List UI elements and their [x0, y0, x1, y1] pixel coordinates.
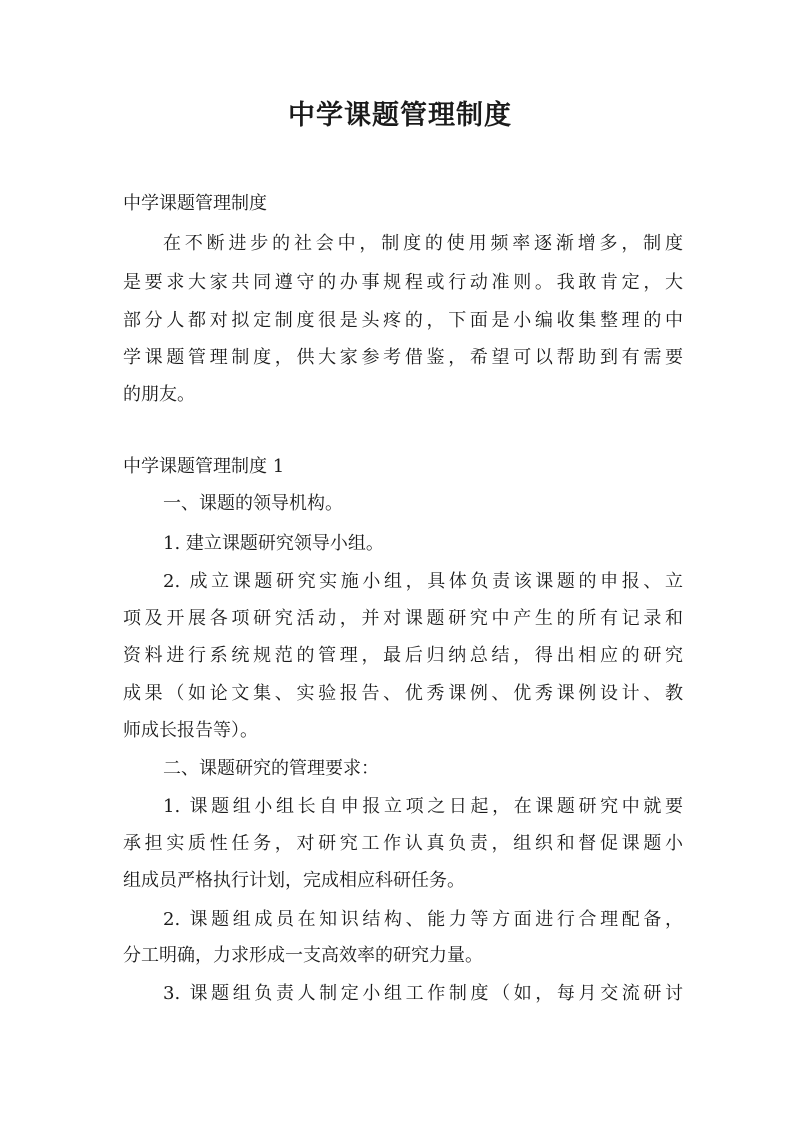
body-line: 分工明确，力求形成一支高效率的研究力量。 — [123, 945, 483, 966]
body-line: 2. 成立课题研究实施小组，具体负责该课题的申报、立 — [163, 571, 683, 592]
body-line: 2. 课题组成员在知识结构、能力等方面进行合理配备， — [163, 909, 683, 930]
body-line: 一、课题的领导机构。 — [163, 493, 343, 514]
body-line: 的朋友。 — [123, 384, 195, 405]
body-line: 承担实质性任务，对研究工作认真负责，组织和督促课题小 — [123, 833, 683, 854]
page-title: 中学课题管理制度 — [288, 100, 512, 131]
body-line: 项及开展各项研究活动，并对课题研究中产生的所有记录和 — [123, 608, 683, 629]
body-line: 3. 课题组负责人制定小组工作制度（如，每月交流研讨 — [163, 983, 683, 1004]
body-line: 是要求大家共同遵守的办事规程或行动准则。我敢肯定，大 — [123, 272, 683, 293]
section-heading: 中学课题管理制度 1 — [123, 456, 285, 477]
body-line: 二、课题研究的管理要求： — [163, 758, 379, 779]
body-line: 成果（如论文集、实验报告、优秀课例、优秀课例设计、教 — [123, 683, 683, 704]
body-line: 师成长报告等）。 — [123, 720, 258, 741]
body-line: 资料进行系统规范的管理，最后归纳总结，得出相应的研究 — [123, 645, 683, 666]
subtitle-line: 中学课题管理制度 — [123, 193, 267, 214]
body-line: 组成员严格执行计划，完成相应科研任务。 — [123, 870, 465, 891]
body-line: 部分人都对拟定制度很是头疼的，下面是小编收集整理的中 — [123, 310, 683, 331]
body-line: 在不断进步的社会中，制度的使用频率逐渐增多，制度 — [163, 233, 683, 254]
body-line: 1. 课题组小组长自申报立项之日起，在课题研究中就要 — [163, 796, 683, 817]
body-line: 1. 建立课题研究领导小组。 — [163, 533, 384, 554]
body-line: 学课题管理制度，供大家参考借鉴，希望可以帮助到有需要 — [123, 347, 683, 368]
